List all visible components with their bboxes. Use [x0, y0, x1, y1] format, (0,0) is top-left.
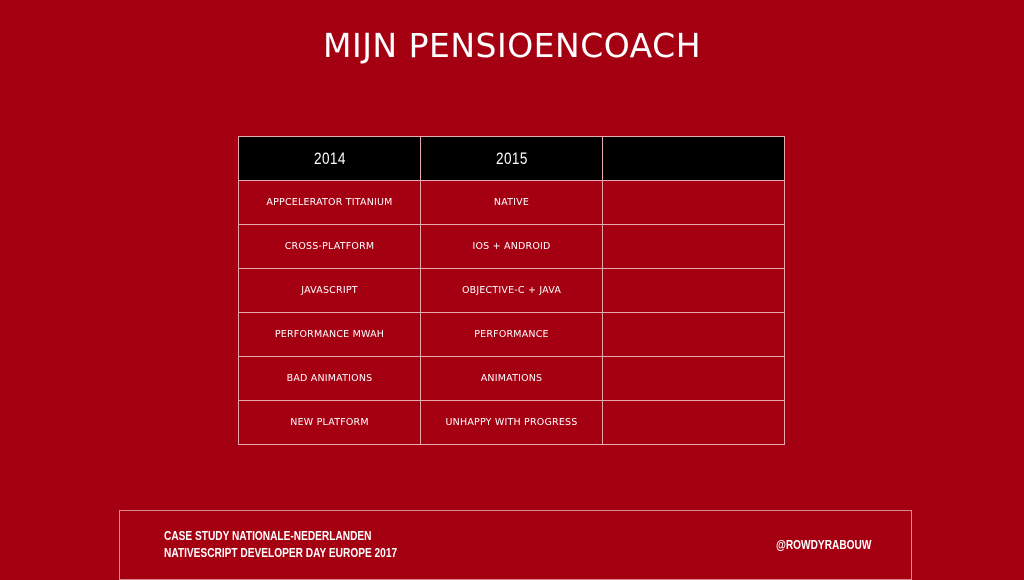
- table-row: [239, 269, 785, 313]
- table-cell: PERFORMANCE MWAH: [239, 313, 421, 357]
- table-cell: APPCELERATOR TITANIUM: [239, 181, 421, 225]
- table-cell: OBJECTIVE-C + JAVA: [421, 269, 603, 313]
- table-cell: [603, 357, 785, 401]
- table-cell: [603, 401, 785, 445]
- table-cell: [603, 269, 785, 313]
- footer-credits: [164, 527, 397, 561]
- table-cell: IOS + ANDROID: [421, 225, 603, 269]
- footer-handle: @ROWDYRABOUW: [775, 537, 871, 552]
- header-2014: 2014: [239, 137, 421, 181]
- table-row: [239, 401, 785, 445]
- table-header-row: [239, 137, 785, 181]
- table-row: [239, 181, 785, 225]
- footer-line-case-study: CASE STUDY NATIONALE-NEDERLANDEN: [164, 528, 372, 543]
- slide-title: MIJN PENSIOENCOACH: [322, 26, 702, 65]
- header-empty: [603, 137, 785, 181]
- table-cell: CROSS-PLATFORM: [239, 225, 421, 269]
- table-row: [239, 225, 785, 269]
- table-cell: [603, 313, 785, 357]
- table-cell: [603, 225, 785, 269]
- table-cell: JAVASCRIPT: [239, 269, 421, 313]
- footer-line-event: NATIVESCRIPT DEVELOPER DAY EUROPE 2017: [164, 545, 398, 560]
- header-2015: 2015: [421, 137, 603, 181]
- table-cell: PERFORMANCE: [421, 313, 603, 357]
- table-row: [239, 313, 785, 357]
- table-cell: ANIMATIONS: [421, 357, 603, 401]
- comparison-table: [238, 136, 785, 445]
- table-row: [239, 357, 785, 401]
- table-cell: UNHAPPY WITH PROGRESS: [421, 401, 603, 445]
- table-cell: NATIVE: [421, 181, 603, 225]
- footer-box: [119, 510, 912, 580]
- table-cell: BAD ANIMATIONS: [239, 357, 421, 401]
- table-cell: NEW PLATFORM: [239, 401, 421, 445]
- table-cell: [603, 181, 785, 225]
